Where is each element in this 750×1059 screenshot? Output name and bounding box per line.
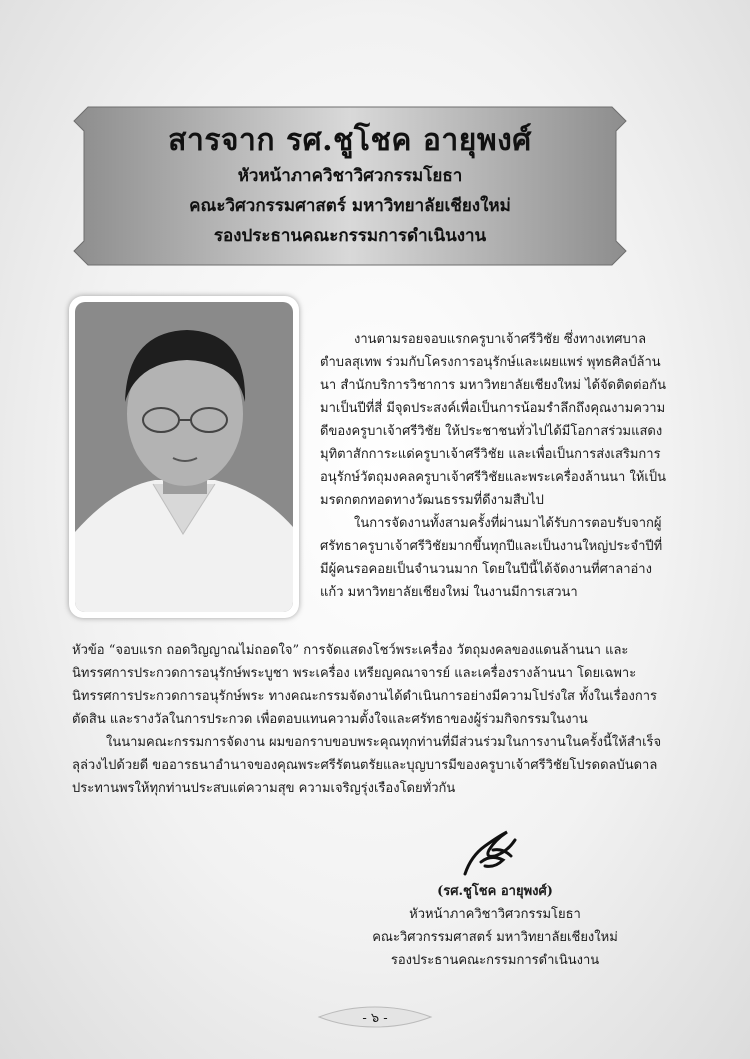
page-number-text: - ๖ - (362, 1011, 388, 1026)
signer-name: (รศ.ชูโชค อายุพงศ์) (437, 884, 553, 899)
page-number (315, 1004, 435, 1030)
title-banner (70, 103, 630, 268)
paragraph-3: หัวข้อ “จอบแรก ถอดวิญญาณไม่ถอดใจ” การจัดแสดงโชว์พระเครื่อง วัตถุมงคลของแดนล้านนา และนิทรรศการประกวดการอนุรักษ์พระบูชา พระเครื่อง เหรียญคณาจารย์ และเครื่องรางล้านนา โดยเฉพาะนิทรรศการประกวดการอนุรักษ์พระ ทางคณะกรรมจัดงานได้ดำเนินการอย่างมีความโปร่งใส ทั้งในเรื่องการตัดสิน และรางวัลในการประกวด เพื่อตอบแทนความตั้งใจและศรัทธาของผู้ร่วมกิจกรรมในงาน (72, 643, 658, 727)
paragraph-4: ในนามคณะกรรมการจัดงาน ผมขอกราบขอบพระคุณทุกท่านที่มีส่วนร่วมในการงานในครั้งนี้ให้สำเร็จลุล่วงไปด้วยดี ขออารธนาอำนาจของคุณพระศรีรัตนตรัยและบุญบารมีของครูบาเจ้าศรีวิชัยโปรดดลบันดาลประทานพรให้ทุกท่านประสบแต่ความสุข ความเจริญรุ่งเรืองโดยทั่วกัน (72, 735, 662, 796)
title-line-2: คณะวิศวกรรมศาสตร์ มหาวิทยาลัยเชียงใหม่ (189, 195, 511, 216)
signer-line-3: รองประธานคณะกรรมการดำเนินงาน (390, 953, 600, 968)
handwritten-signature-icon (455, 826, 525, 885)
page-title: สารจาก รศ.ชูโชค อายุพงศ์ (168, 122, 532, 158)
paragraph-1: งานตามรอยจอบแรกครูบาเจ้าศรีวิชัย ซึ่งทางเทศบาลตำบลสุเทพ ร่วมกับโครงการอนุรักษ์และเผยแพร่ พุทธศิลป์ล้านนา สำนักบริการวิชาการ มหาวิทยาลัยเชียงใหม่ ได้จัดติดต่อกันมาเป็นปีที่สี่ มีจุดประสงค์เพื่อเป็นการน้อมรำลึกถึงคุณงามความดีของครูบาเจ้าศรีวิชัย ให้ประชาชนทั่วไปได้มีโอกาสร่วมแสดงมุทิตาสักการะแด่ครูบาเจ้าศรีวิชัย และเพื่อเป็นการส่งเสริมการอนุรักษ์วัตถุมงคลครูบาเจ้าศรีวิชัยและพระเครื่องล้านนา ให้เป็นมรดกตกทอดทางวัฒนธรรมที่ดีงามสืบไป (320, 332, 666, 508)
signature-block (340, 880, 650, 972)
intro-column (320, 328, 668, 604)
paragraph-2: ในการจัดงานทั้งสามครั้งที่ผ่านมาได้รับการตอบรับจากผู้ศรัทธาครูบาเจ้าศรีวิชัยมากขึ้นทุกปีและเป็นงานใหญ่ประจำปีที่มีผู้คนรอคอยเป็นจำนวนมาก โดยในปีนี้ได้จัดงานที่ศาลาอ่างแก้ว มหาวิทยาลัยเชียงใหม่ ในงานมีการเสวนา (320, 516, 663, 600)
signature-stroke (455, 826, 525, 881)
portrait-illustration (75, 302, 293, 612)
portrait-photo (69, 296, 299, 618)
title-line-1: หัวหน้าภาควิชาวิศวกรรมโยธา (237, 165, 463, 186)
signer-line-1: หัวหน้าภาควิชาวิศวกรรมโยธา (409, 907, 581, 922)
signer-line-2: คณะวิศวกรรมศาสตร์ มหาวิทยาลัยเชียงใหม่ (372, 930, 618, 945)
title-line-3: รองประธานคณะกรรมการดำเนินงาน (213, 225, 487, 246)
body-full-width (72, 639, 672, 800)
